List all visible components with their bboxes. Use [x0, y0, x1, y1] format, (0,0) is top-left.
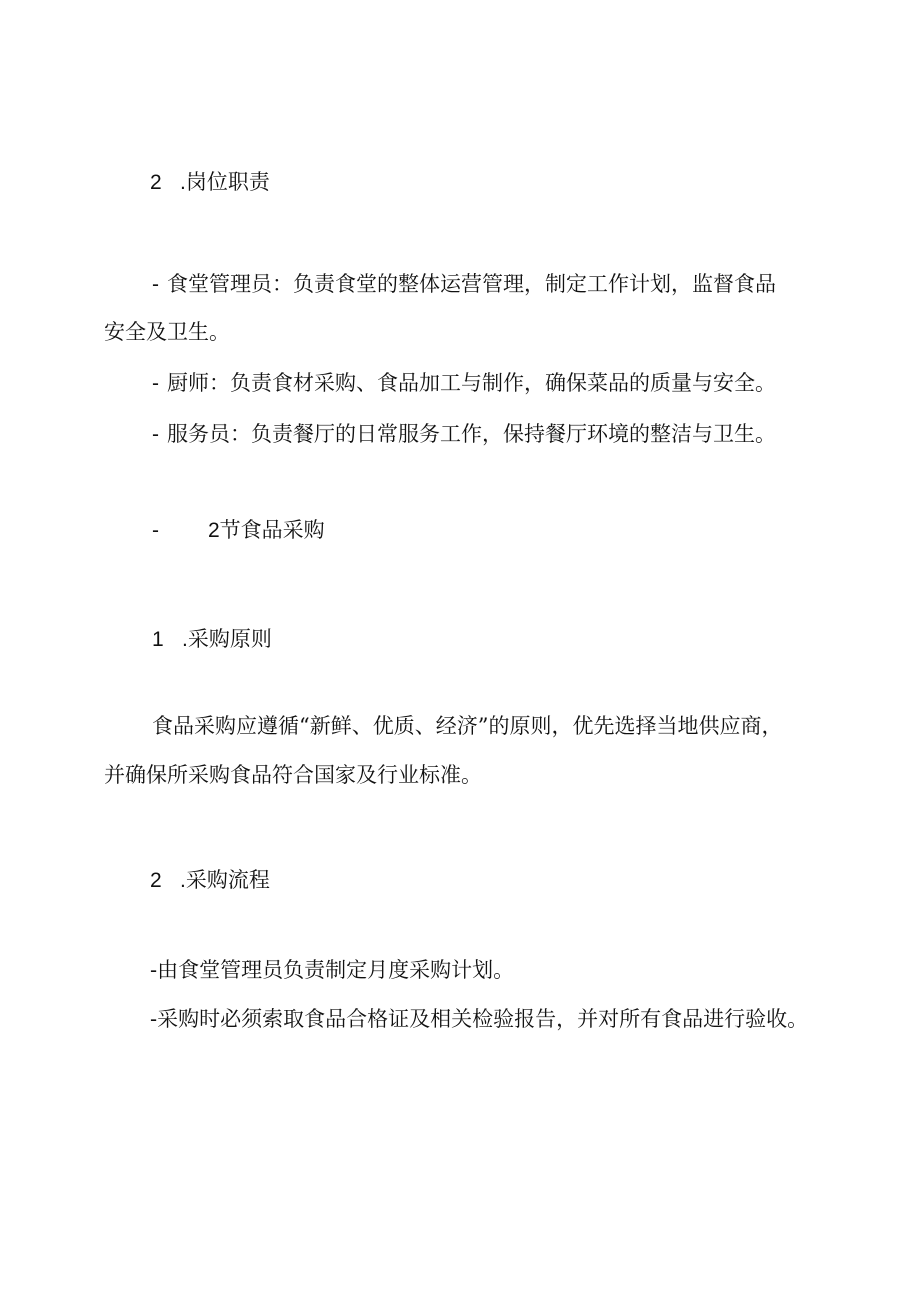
section-number: 2	[150, 171, 162, 194]
duty-item-manager	[152, 269, 776, 300]
duty-item-manager-continued: 安全及卫生。	[104, 320, 230, 344]
role-description: 负责食材采购、食品加工与制作，确保菜品的质量与安全。	[230, 371, 776, 395]
role-label: 服务员	[167, 423, 230, 446]
role-colon: ：	[209, 372, 230, 395]
subsection-number: 1	[152, 628, 164, 651]
section-dash: -	[152, 519, 159, 542]
principle-paragraph-line2: 并确保所采购食品符合国家及行业标准。	[104, 763, 482, 787]
section-heading-procurement	[152, 516, 325, 546]
process-item: -采购时必须索取食品合格证及相关检验报告，并对所有食品进行验收。	[150, 1007, 809, 1031]
list-dash: -	[152, 423, 159, 446]
role-label: 厨师	[167, 372, 209, 395]
section-heading-duties	[150, 168, 270, 198]
duty-item-waiter	[152, 419, 776, 450]
subsection-title: .采购流程	[180, 869, 270, 892]
principle-paragraph-line1: 食品采购应遵循“新鲜、优质、经济”的原则，优先选择当地供应商，	[152, 714, 783, 738]
subsection-heading-principle	[152, 625, 272, 655]
role-description: 负责餐厅的日常服务工作，保持餐厅环境的整洁与卫生。	[251, 422, 776, 446]
process-item: -由食堂管理员负责制定月度采购计划。	[150, 958, 515, 982]
role-label: 食堂管理员	[167, 273, 272, 296]
role-colon: ：	[230, 423, 251, 446]
list-dash: -	[152, 372, 159, 395]
list-dash: -	[152, 273, 159, 296]
section-title: 2节食品采购	[208, 519, 325, 542]
duty-item-chef	[152, 368, 776, 399]
section-title: .岗位职责	[180, 171, 270, 194]
role-description: 负责食堂的整体运营管理，制定工作计划，监督食品	[293, 272, 776, 296]
subsection-number: 2	[150, 869, 162, 892]
subsection-heading-process	[150, 866, 270, 896]
subsection-title: .采购原则	[182, 628, 272, 651]
role-colon: ：	[272, 273, 293, 296]
